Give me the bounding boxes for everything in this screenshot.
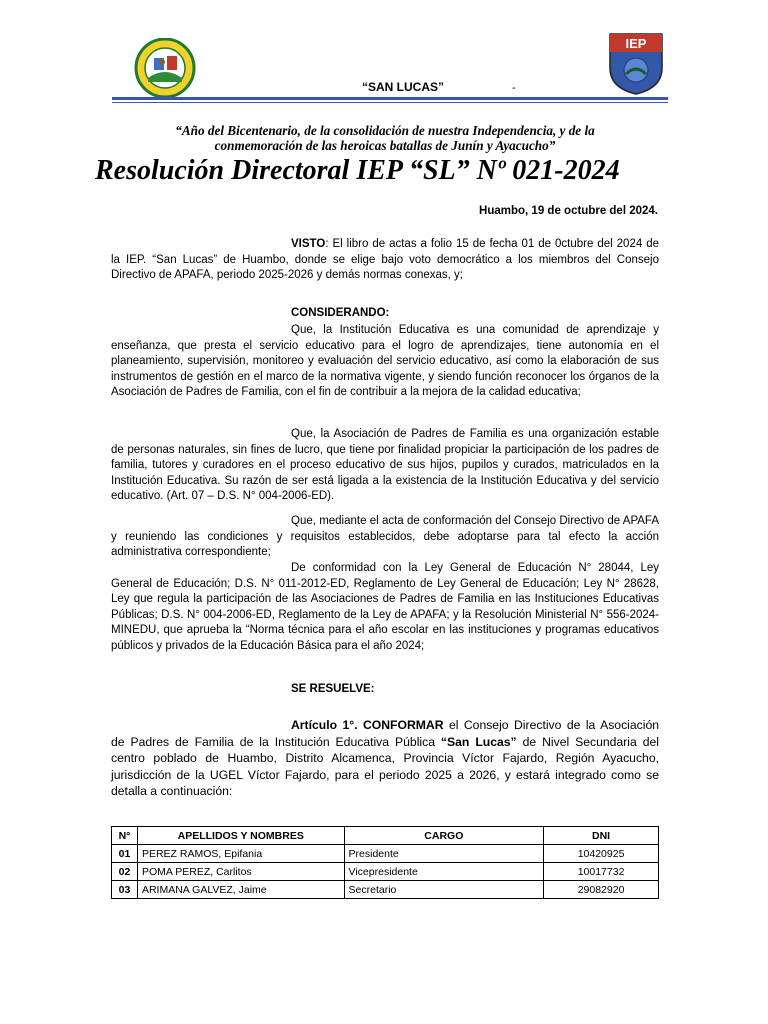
- cell-name: POMA PEREZ, Carlitos: [137, 863, 344, 881]
- considerando-paragraph-4: [111, 561, 659, 654]
- visto-text: : El libro de actas a folio 15 de fecha 01 de 0ctubre del 2024 de la IEP. “San Lucas” de Huambo, donde se elige bajo voto democrático a los miembros del Consejo Directivo de APAFA, periodo 2025-2026 y demás normas conexas, y;: [111, 238, 659, 281]
- considerando-heading: CONSIDERANDO:: [291, 307, 390, 319]
- considerando-paragraph-2: [111, 427, 659, 505]
- table-row: [112, 845, 659, 863]
- header-divider: [112, 97, 668, 100]
- motto-line-1: “Año del Bicentenario, de la consolidación de nuestra Independencia, y de la: [175, 123, 595, 138]
- header-dash: -: [512, 82, 516, 94]
- header-dni: DNI: [544, 827, 659, 845]
- cell-dni: 29082920: [544, 881, 659, 899]
- cell-number: 02: [112, 863, 138, 881]
- cell-position: Presidente: [344, 845, 544, 863]
- table-header-row: [112, 827, 659, 845]
- cell-name: PEREZ RAMOS, Epifania: [137, 845, 344, 863]
- cell-position: Vicepresidente: [344, 863, 544, 881]
- paragraph-4-text: De conformidad con la Ley General de Educación N° 28044, Ley General de Educación; D.S. N° 011-2012-ED, Reglamento de Ley General de Educación; Ley N° 28628, Ley que regula la participación de las Asociaciones de Padres de Familia en las Instituciones Educativas Públicas; D.S. N° 004-2006-ED, Reglamento de la Ley de APAFA; y la Resolución Ministerial N° 556-2024-MINEDU, que aprueba la “Norma técnica para el año escolar en las instituciones y programas educativos públicos y privados de la Educación Básica para el año 2024;: [111, 562, 659, 652]
- resolution-date: Huambo, 19 de octubre del 2024.: [479, 205, 658, 217]
- cell-dni: 10420925: [544, 845, 659, 863]
- iep-shield-logo: [604, 30, 668, 96]
- table-row: [112, 881, 659, 899]
- considerando-paragraph-3: [111, 514, 659, 561]
- table-row: [112, 863, 659, 881]
- cell-number: 01: [112, 845, 138, 863]
- considerando-paragraph-1: [111, 323, 659, 401]
- article-1-text-b: de Nivel Secundaria del centro poblado de Huambo, Distrito Alcamenca, Provincia Víctor Fajardo, Región Ayacucho, jurisdicción de la UGEL Víctor Fajardo, para el periodo 2025 a 2026, y estará integrado como se detalla a continuación:: [111, 734, 659, 798]
- article-1-text-a: el Consejo Directivo de la Asociación de Padres de Familia de la Institución Educativa Pública: [111, 718, 660, 749]
- cell-position: Secretario: [344, 881, 544, 899]
- year-motto: [140, 123, 630, 153]
- article-1-label: Artículo 1°. CONFORMAR: [291, 718, 444, 732]
- cell-dni: 10017732: [544, 863, 659, 881]
- motto-line-2: conmemoración de las heroicas batallas de Junín y Ayacucho”: [214, 138, 556, 153]
- visto-paragraph: [111, 237, 659, 284]
- school-seal-logo: [132, 38, 198, 98]
- header-divider-thin: [112, 102, 668, 103]
- cell-number: 03: [112, 881, 138, 899]
- article-1-school: “San Lucas”: [440, 734, 517, 749]
- visto-label: VISTO: [291, 238, 326, 250]
- board-members-table: [111, 826, 659, 899]
- header-number: N°: [112, 827, 138, 845]
- paragraph-1-text: Que, la Institución Educativa es una comunidad de aprendizaje y enseñanza, que presta el servicio educativo para el logro de aprendizajes, tiene autonomía en el planeamiento, supervisión, monitoreo y evaluación del servicio educativo, así como la elaboración de sus instrumentos de gestión en el marco de la normativa vigente, y siendo función reconocer los órganos de la Asociación de Padres de Familia, con el fin de contribuir a la mejora de la calidad educativa;: [111, 324, 659, 398]
- header-name: APELLIDOS Y NOMBRES: [137, 827, 344, 845]
- article-1: [111, 717, 659, 800]
- resolution-title: Resolución Directoral IEP “SL” Nº 021-2024: [95, 155, 620, 186]
- shield-text: IEP: [625, 36, 647, 51]
- paragraph-3-text: Que, mediante el acta de conformación del Consejo Directivo de APAFA y reuniendo las condiciones y requisitos establecidos, debe adoptarse para tal efecto la acción administrativa correspondiente;: [111, 515, 659, 558]
- se-resuelve-heading: SE RESUELVE:: [291, 683, 375, 695]
- paragraph-2-text: Que, la Asociación de Padres de Familia es una organización estable de personas naturales, sin fines de lucro, que tiene por finalidad propiciar la participación de los padres de familia, tutores y curadores en el proceso educativo de sus hijos, pupilos y curados, matriculados en la Institución Educativa. Su razón de ser está ligada a la existencia de la Institución Educativa y del servicio educativo. (Art. 07 – D.S. N° 004-2006-ED).: [111, 428, 659, 502]
- school-name: “SAN LUCAS”: [362, 80, 445, 94]
- header-position: CARGO: [344, 827, 544, 845]
- cell-name: ARIMANA GALVEZ, Jaime: [137, 881, 344, 899]
